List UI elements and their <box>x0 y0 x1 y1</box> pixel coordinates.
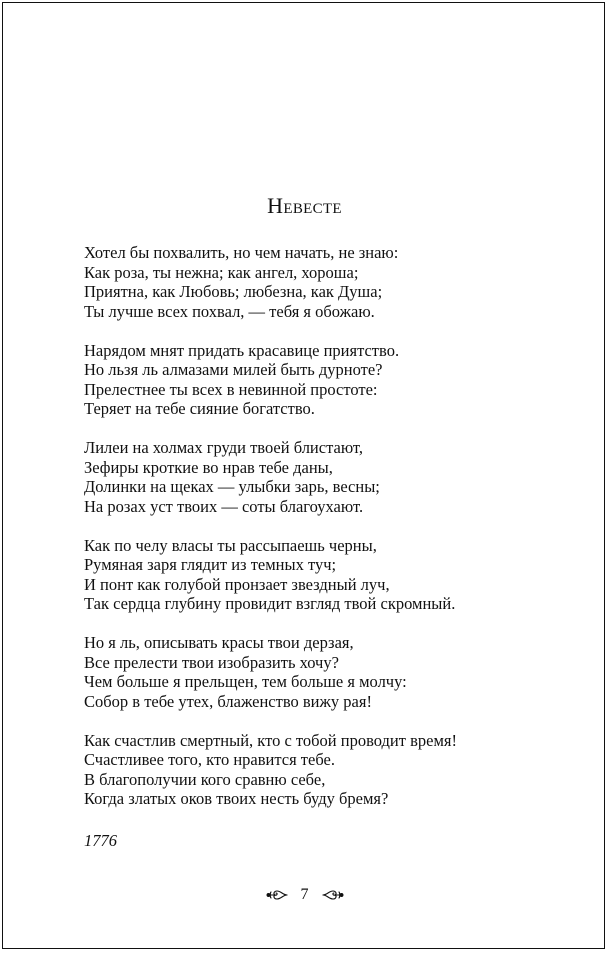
poem-line: Как роза, ты нежна; как ангел, хороша; <box>84 262 359 282</box>
poem-line: Теряет на тебе сияние богатство. <box>84 399 315 418</box>
poem-line: На розах уст твоих — соты благоухают. <box>84 496 364 516</box>
poem-line: Прелестнее ты всех в невинной простоте: <box>84 379 378 399</box>
poem-line: Так сердца глубину провидит взгляд твой скромный. <box>84 594 456 613</box>
poem-line: Но я ль, описывать красы твои дерзая, <box>84 633 354 652</box>
poem-line: Лилеи на холмах груди твоей блистают, <box>84 438 364 457</box>
poem-line: Ты лучше всех похвал, — тебя я обожаю. <box>84 301 375 321</box>
poem-line: Приятна, как Любовь; любезна, как Душа; <box>84 282 383 301</box>
poem-title: Невесте <box>267 193 342 218</box>
poem-line: Счастливее того, кто нравится тебе. <box>84 750 335 769</box>
poem-line: Когда златых оков твоих несть буду бремя? <box>84 789 389 808</box>
poem-line: Зефиры кроткие во нрав тебе даны, <box>84 457 333 477</box>
stanza-1 <box>84 243 564 321</box>
poem-body <box>84 243 564 809</box>
poem-line: Чем больше я прельщен, тем больше я молчу: <box>84 672 407 691</box>
book-page <box>2 2 605 949</box>
fleuron-left-icon <box>265 888 289 902</box>
poem-line: В благополучии кого сравню себе, <box>84 769 326 789</box>
stanza-5 <box>84 633 564 711</box>
fleuron-right-icon <box>321 888 345 902</box>
poem-line: Как счастлив смертный, кто с тобой проводит время! <box>84 730 457 750</box>
page-number: 7 <box>300 886 309 904</box>
page-footer <box>3 886 606 904</box>
poem-line: И понт как голубой пронзает звездный луч, <box>84 574 390 594</box>
poem-line: Все прелести твои изобразить хочу? <box>84 652 339 672</box>
stanza-6 <box>84 731 564 809</box>
poem-line: Румяная заря глядит из темных туч; <box>84 555 337 574</box>
stanza-4 <box>84 536 564 614</box>
poem-line: Долинки на щеках — улыбки зарь, весны; <box>84 477 380 496</box>
poem-line: Собор в тебе утех, блаженство вижу рая! <box>84 691 372 711</box>
poem-line: Нарядом мнят придать красавице приятство. <box>84 340 400 360</box>
poem-line: Хотел бы похвалить, но чем начать, не знаю: <box>84 243 399 262</box>
poem-date: 1776 <box>84 831 117 850</box>
poem-line: Но льзя ль алмазами милей быть дурноте? <box>84 360 383 379</box>
stanza-3 <box>84 438 564 516</box>
stanza-2 <box>84 341 564 419</box>
poem-line: Как по челу власы ты рассыпаешь черны, <box>84 535 377 555</box>
